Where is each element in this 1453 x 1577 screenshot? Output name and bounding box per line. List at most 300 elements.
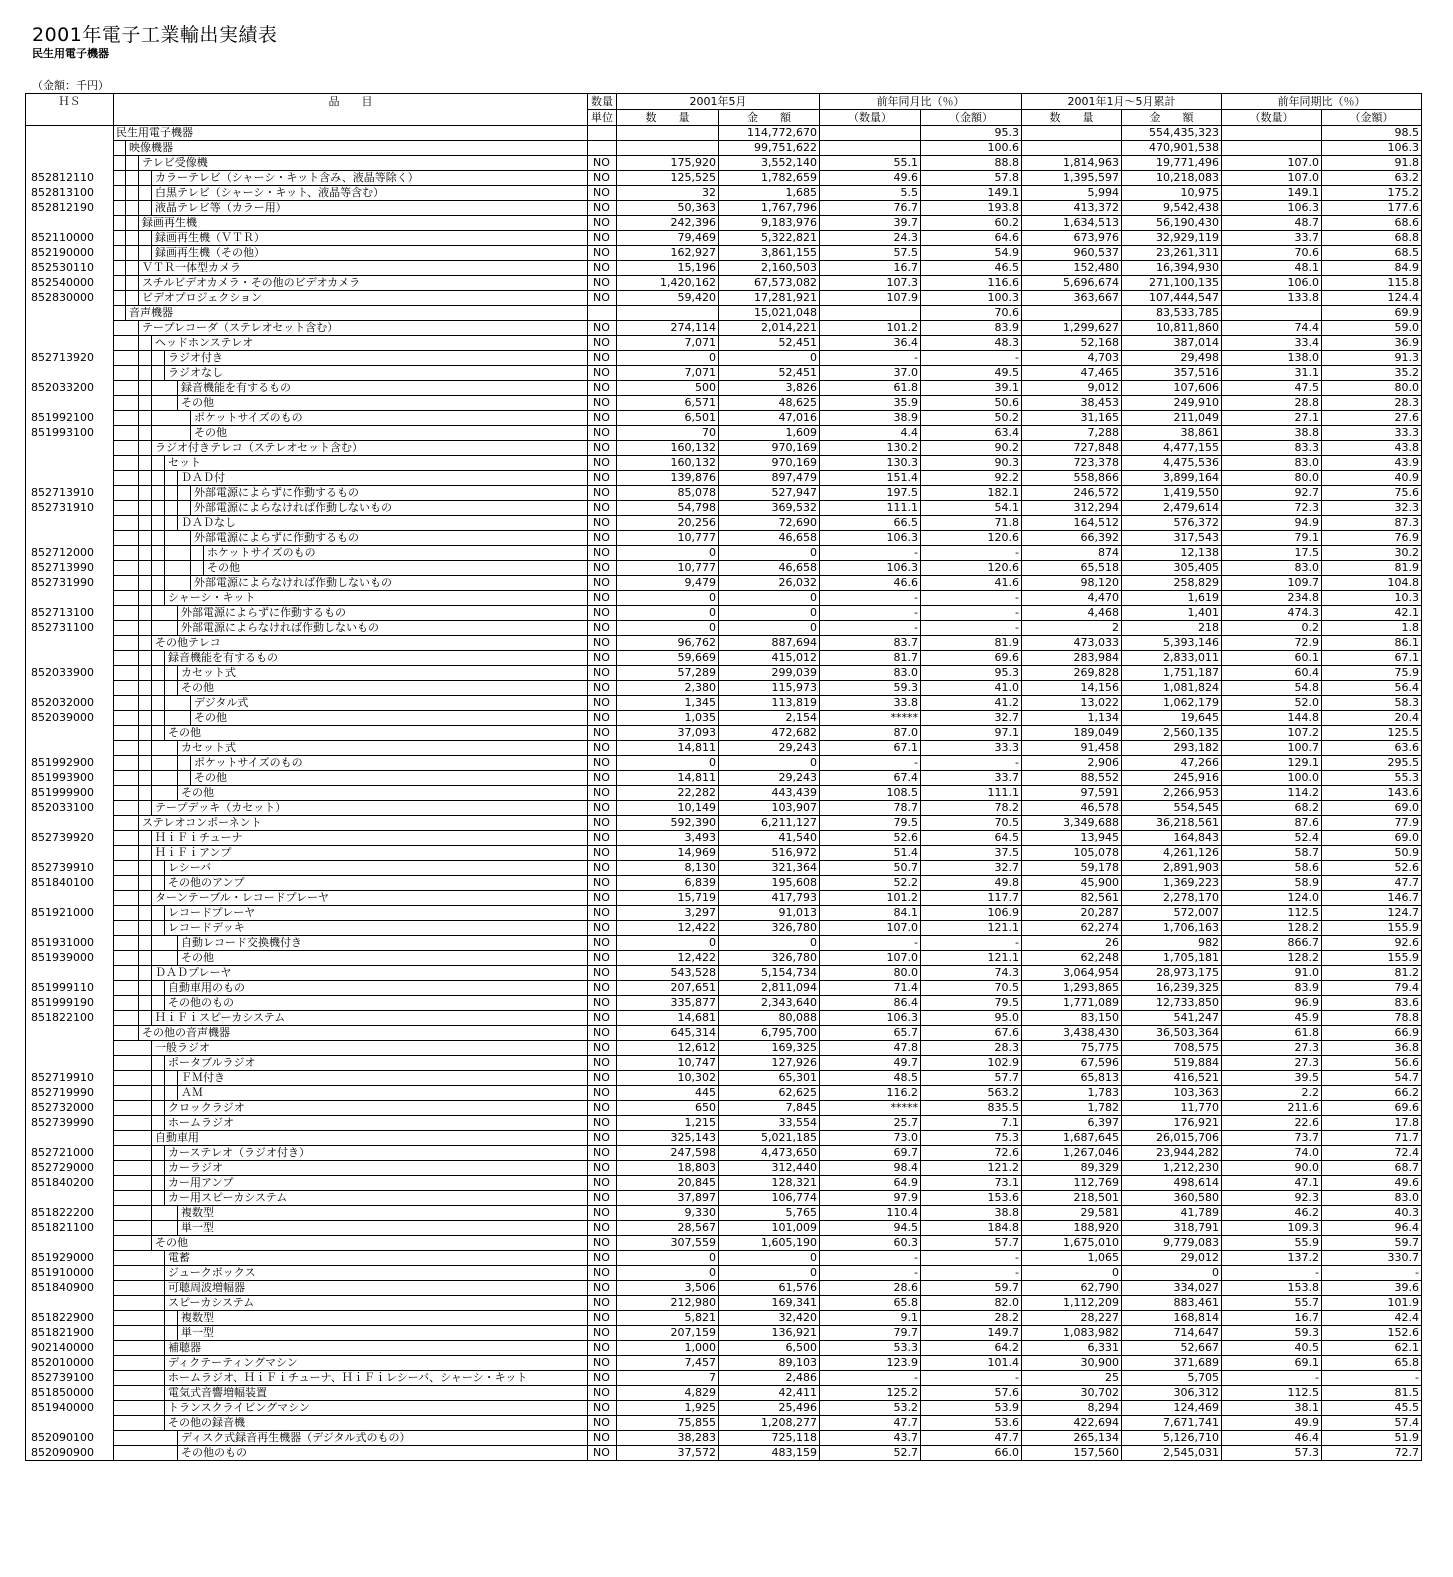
item-label: その他のもの [181, 1446, 247, 1459]
table-row [26, 171, 1422, 186]
unit-cell: NO [588, 366, 617, 381]
cum-amount-cell: 23,944,282 [1122, 1146, 1222, 1161]
qty-pct-cell: 43.7 [820, 1431, 921, 1446]
unit-cell: NO [588, 531, 617, 546]
cum-amount-pct-cell: 75.6 [1322, 486, 1422, 501]
tree-guide [151, 1011, 152, 1026]
table-row [26, 636, 1422, 651]
cum-amount-pct-cell: 69.6 [1322, 1101, 1422, 1116]
hs-code-cell: 852713990 [26, 561, 114, 576]
cum-amount-cell: 16,394,930 [1122, 261, 1222, 276]
amount-pct-cell: - [921, 591, 1022, 606]
tree-guide [177, 516, 178, 531]
qty-cell: 207,159 [617, 1326, 719, 1341]
tree-guide [151, 831, 152, 846]
unit-cell: NO [588, 771, 617, 786]
qty-pct-cell: 79.7 [820, 1326, 921, 1341]
tree-guide [151, 231, 152, 246]
tree-guide [151, 726, 152, 741]
tree-guide [164, 366, 165, 381]
item-cell [114, 576, 588, 591]
cum-qty-pct-cell: 80.0 [1222, 471, 1322, 486]
cum-qty-pct-cell: 60.4 [1222, 666, 1322, 681]
tree-guide [164, 1161, 165, 1176]
tree-guide [164, 1176, 165, 1191]
amount-pct-cell: - [921, 936, 1022, 951]
amount-pct-cell: 835.5 [921, 1101, 1022, 1116]
tree-guide [177, 666, 178, 681]
qty-pct-cell: - [820, 546, 921, 561]
header-cum-qty: 数 量 [1022, 110, 1122, 126]
unit-cell [588, 141, 617, 156]
tree-guide [125, 291, 126, 306]
cum-qty-cell: 105,078 [1022, 846, 1122, 861]
table-row [26, 1236, 1422, 1251]
amount-cell: 5,154,734 [719, 966, 820, 981]
cum-qty-pct-cell: 92.7 [1222, 486, 1322, 501]
cum-qty-cell: 413,372 [1022, 201, 1122, 216]
cum-qty-pct-cell: 22.6 [1222, 1116, 1322, 1131]
unit-cell: NO [588, 1191, 617, 1206]
item-label: カー用アンプ [168, 1176, 234, 1189]
unit-cell: NO [588, 966, 617, 981]
tree-guide [138, 711, 139, 726]
item-cell [114, 591, 588, 606]
cum-qty-cell: 0 [1022, 1266, 1122, 1281]
item-cell [114, 636, 588, 651]
table-row [26, 1131, 1422, 1146]
cum-amount-cell: 2,278,170 [1122, 891, 1222, 906]
tree-guide [177, 756, 178, 771]
item-label: ステレオコンポーネント [142, 816, 262, 829]
cum-amount-cell: 416,521 [1122, 1071, 1222, 1086]
tree-guide [164, 486, 165, 501]
item-label: スピーカシステム [168, 1296, 255, 1309]
tree-guide [190, 531, 191, 546]
cum-qty-pct-cell: 70.6 [1222, 246, 1322, 261]
amount-cell: 0 [719, 351, 820, 366]
item-cell [114, 501, 588, 516]
cum-amount-cell: 371,689 [1122, 1356, 1222, 1371]
cum-qty-pct-cell: 48.1 [1222, 261, 1322, 276]
qty-pct-cell: - [820, 351, 921, 366]
qty-cell: 307,559 [617, 1236, 719, 1251]
unit-cell: NO [588, 471, 617, 486]
qty-cell: 1,925 [617, 1401, 719, 1416]
cum-amount-cell: 245,916 [1122, 771, 1222, 786]
amount-pct-cell: - [921, 606, 1022, 621]
amount-cell: 103,907 [719, 801, 820, 816]
tree-guide [138, 171, 139, 186]
item-label: その他の録音機 [168, 1416, 245, 1429]
qty-pct-cell: 197.5 [820, 486, 921, 501]
table-row [26, 1296, 1422, 1311]
table-row [26, 606, 1422, 621]
header-cumulative-yoy: 前年同期比（％） [1222, 94, 1422, 110]
amount-cell: 5,322,821 [719, 231, 820, 246]
cum-qty-cell: 422,694 [1022, 1416, 1122, 1431]
hs-code-cell: 852739100 [26, 1371, 114, 1386]
cum-qty-pct-cell: 39.5 [1222, 1071, 1322, 1086]
unit-cell: NO [588, 741, 617, 756]
tree-guide [138, 471, 139, 486]
amount-cell: 1,782,659 [719, 171, 820, 186]
item-cell [114, 531, 588, 546]
item-label: 映像機器 [129, 141, 173, 154]
table-row [26, 531, 1422, 546]
qty-cell: 445 [617, 1086, 719, 1101]
hs-code-cell: 852713100 [26, 606, 114, 621]
unit-cell: NO [588, 201, 617, 216]
tree-guide [177, 951, 178, 966]
tree-guide [151, 651, 152, 666]
hs-code-cell: 851840900 [26, 1281, 114, 1296]
tree-guide [138, 1011, 139, 1026]
hs-code-cell [26, 1041, 114, 1056]
item-cell [114, 726, 588, 741]
tree-guide [151, 966, 152, 981]
item-cell [114, 381, 588, 396]
amount-cell: 52,451 [719, 336, 820, 351]
cum-qty-cell: 265,134 [1022, 1431, 1122, 1446]
hs-code-cell [26, 1416, 114, 1431]
amount-pct-cell: 88.8 [921, 156, 1022, 171]
qty-pct-cell: 106.3 [820, 531, 921, 546]
cum-amount-pct-cell: - [1322, 1371, 1422, 1386]
hs-code-cell: 852739990 [26, 1116, 114, 1131]
table-row [26, 831, 1422, 846]
unit-cell: NO [588, 1176, 617, 1191]
tree-guide [151, 786, 152, 801]
cum-qty-cell: 6,331 [1022, 1341, 1122, 1356]
unit-cell: NO [588, 1251, 617, 1266]
table-row [26, 1206, 1422, 1221]
table-row [26, 996, 1422, 1011]
amount-cell: 80,088 [719, 1011, 820, 1026]
tree-guide [190, 756, 191, 771]
cum-amount-cell: 1,751,187 [1122, 666, 1222, 681]
amount-cell: 1,208,277 [719, 1416, 820, 1431]
tree-guide [151, 891, 152, 906]
amount-pct-cell: - [921, 546, 1022, 561]
amount-pct-cell: 49.5 [921, 366, 1022, 381]
item-label: その他のアンプ [168, 876, 245, 889]
tree-guide [138, 906, 139, 921]
amount-pct-cell: 116.6 [921, 276, 1022, 291]
tree-guide [164, 1101, 165, 1116]
amount-cell: 0 [719, 1266, 820, 1281]
cum-qty-cell: 26 [1022, 936, 1122, 951]
table-row [26, 276, 1422, 291]
cum-qty-cell: 30,900 [1022, 1356, 1122, 1371]
cum-qty-pct-cell: 74.0 [1222, 1146, 1322, 1161]
qty-cell: 50,363 [617, 201, 719, 216]
amount-pct-cell: 64.6 [921, 231, 1022, 246]
amount-pct-cell: 182.1 [921, 486, 1022, 501]
qty-cell [617, 306, 719, 321]
item-cell [114, 156, 588, 171]
cum-qty-pct-cell: 60.1 [1222, 651, 1322, 666]
table-row [26, 1041, 1422, 1056]
unit-cell: NO [588, 576, 617, 591]
cum-qty-pct-cell [1222, 126, 1322, 141]
cum-qty-cell: 1,267,046 [1022, 1146, 1122, 1161]
amount-cell: 17,281,921 [719, 291, 820, 306]
item-label: その他 [181, 681, 214, 694]
tree-guide [151, 996, 152, 1011]
amount-pct-cell: 50.2 [921, 411, 1022, 426]
cum-qty-cell: 246,572 [1022, 486, 1122, 501]
table-row [26, 231, 1422, 246]
table-row [26, 1026, 1422, 1041]
qty-pct-cell: 101.2 [820, 321, 921, 336]
cum-qty-pct-cell: 47.1 [1222, 1176, 1322, 1191]
item-cell [114, 471, 588, 486]
amount-pct-cell: 106.9 [921, 906, 1022, 921]
qty-cell: 32 [617, 186, 719, 201]
cum-qty-cell: 188,920 [1022, 1221, 1122, 1236]
item-cell [114, 786, 588, 801]
unit-cell: NO [588, 591, 617, 606]
amount-cell: 46,658 [719, 531, 820, 546]
hs-code-cell: 851822900 [26, 1311, 114, 1326]
amount-cell: 2,154 [719, 711, 820, 726]
hs-code-cell [26, 396, 114, 411]
item-label: ＶＴＲ一体型カメラ [142, 261, 241, 274]
table-row [26, 726, 1422, 741]
tree-guide [151, 381, 152, 396]
amount-pct-cell: 32.7 [921, 711, 1022, 726]
item-label: 外部電源によらなければ作動しないもの [181, 621, 379, 634]
tree-guide [138, 996, 139, 1011]
item-label: ＨｉＦｉチューナ [155, 831, 243, 844]
cum-amount-pct-cell: 68.7 [1322, 1161, 1422, 1176]
cum-qty-pct-cell: 83.0 [1222, 561, 1322, 576]
cum-qty-cell: 1,065 [1022, 1251, 1122, 1266]
item-label: その他の音声機器 [142, 1026, 230, 1039]
tree-guide [164, 1356, 165, 1371]
qty-pct-cell: 106.3 [820, 561, 921, 576]
cum-qty-cell: 8,294 [1022, 1401, 1122, 1416]
hs-code-cell [26, 1296, 114, 1311]
item-cell [114, 921, 588, 936]
unit-cell: NO [588, 666, 617, 681]
tree-guide [138, 1026, 139, 1041]
item-label: レシーバ [168, 861, 212, 874]
tree-guide [177, 741, 178, 756]
hs-code-cell: 851931000 [26, 936, 114, 951]
cum-amount-cell: 0 [1122, 1266, 1222, 1281]
item-cell [114, 621, 588, 636]
qty-pct-cell: 65.8 [820, 1296, 921, 1311]
qty-cell: 6,571 [617, 396, 719, 411]
table-row [26, 141, 1422, 156]
cum-amount-cell: 293,182 [1122, 741, 1222, 756]
tree-guide [164, 1416, 165, 1431]
unit-cell: NO [588, 1431, 617, 1446]
item-label: 録画再生機（ＶＴＲ） [155, 231, 265, 244]
item-cell [114, 456, 588, 471]
item-cell [114, 276, 588, 291]
item-cell [114, 1446, 588, 1461]
cum-amount-pct-cell: 32.3 [1322, 501, 1422, 516]
cum-qty-pct-cell: 133.8 [1222, 291, 1322, 306]
table-row [26, 621, 1422, 636]
tree-guide [151, 516, 152, 531]
unit-cell: NO [588, 1206, 617, 1221]
cum-amount-cell: 357,516 [1122, 366, 1222, 381]
cum-amount-cell: 12,733,850 [1122, 996, 1222, 1011]
table-row [26, 921, 1422, 936]
table-row [26, 1311, 1422, 1326]
cum-amount-cell: 36,503,364 [1122, 1026, 1222, 1041]
cum-qty-pct-cell: 79.1 [1222, 531, 1322, 546]
item-label: 自動車用 [155, 1131, 199, 1144]
item-label: ＤＡＤプレーヤ [155, 966, 232, 979]
table-row [26, 1371, 1422, 1386]
cum-amount-cell: 23,261,311 [1122, 246, 1222, 261]
cum-amount-cell: 4,475,536 [1122, 456, 1222, 471]
qty-pct-cell: 87.0 [820, 726, 921, 741]
cum-qty-cell: 2 [1022, 621, 1122, 636]
qty-pct-cell: 46.6 [820, 576, 921, 591]
cum-qty-pct-cell: 46.2 [1222, 1206, 1322, 1221]
amount-pct-cell: 101.4 [921, 1356, 1022, 1371]
item-label: 外部電源によらずに作動するもの [194, 486, 359, 499]
table-row [26, 1266, 1422, 1281]
tree-guide [138, 861, 139, 876]
cum-qty-pct-cell: 49.9 [1222, 1416, 1322, 1431]
qty-cell: 1,035 [617, 711, 719, 726]
tree-guide [164, 1071, 165, 1086]
table-row [26, 321, 1422, 336]
item-label: レコードデッキ [168, 921, 245, 934]
cum-amount-pct-cell: 55.3 [1322, 771, 1422, 786]
item-cell [114, 1356, 588, 1371]
unit-cell: NO [588, 1236, 617, 1251]
tree-guide [164, 1401, 165, 1416]
tree-guide [151, 846, 152, 861]
amount-cell: 9,183,976 [719, 216, 820, 231]
hs-code-cell: 852010000 [26, 1356, 114, 1371]
tree-guide [125, 246, 126, 261]
item-cell [114, 1431, 588, 1446]
tree-guide [138, 696, 139, 711]
item-cell [114, 396, 588, 411]
cum-amount-cell: 176,921 [1122, 1116, 1222, 1131]
unit-cell: NO [588, 1011, 617, 1026]
qty-pct-cell: 64.9 [820, 1176, 921, 1191]
qty-cell: 10,149 [617, 801, 719, 816]
hs-code-cell: 852731990 [26, 576, 114, 591]
tree-guide [164, 501, 165, 516]
cum-qty-cell: 157,560 [1022, 1446, 1122, 1461]
unit-cell: NO [588, 486, 617, 501]
item-cell [114, 1251, 588, 1266]
table-header [26, 94, 1422, 126]
unit-cell [588, 126, 617, 141]
qty-cell: 5,821 [617, 1311, 719, 1326]
table-row [26, 1191, 1422, 1206]
amount-pct-cell: 7.1 [921, 1116, 1022, 1131]
amount-cell: 3,826 [719, 381, 820, 396]
tree-guide [138, 396, 139, 411]
item-cell [114, 1296, 588, 1311]
table-row [26, 936, 1422, 951]
item-label: カーラジオ [168, 1161, 223, 1174]
tree-guide [177, 771, 178, 786]
hs-code-cell: 852732000 [26, 1101, 114, 1116]
amount-pct-cell: 41.2 [921, 696, 1022, 711]
tree-guide [190, 486, 191, 501]
amount-cell: 1,767,796 [719, 201, 820, 216]
amount-pct-cell: 41.0 [921, 681, 1022, 696]
cum-qty-cell: 312,294 [1022, 501, 1122, 516]
hs-code-cell [26, 321, 114, 336]
unit-cell: NO [588, 156, 617, 171]
cum-qty-cell: 65,813 [1022, 1071, 1122, 1086]
hs-code-cell [26, 921, 114, 936]
cum-qty-cell: 218,501 [1022, 1191, 1122, 1206]
hs-code-cell: 852719910 [26, 1071, 114, 1086]
amount-pct-cell: 59.7 [921, 1281, 1022, 1296]
table-row [26, 711, 1422, 726]
item-cell [114, 321, 588, 336]
tree-guide [203, 561, 204, 576]
cum-amount-cell: 9,542,438 [1122, 201, 1222, 216]
tree-guide [177, 621, 178, 636]
item-label: 録音機能を有するもの [168, 651, 278, 664]
cum-qty-pct-cell: 68.2 [1222, 801, 1322, 816]
hs-code-cell: 852033200 [26, 381, 114, 396]
table-row [26, 291, 1422, 306]
cum-amount-pct-cell: 67.1 [1322, 651, 1422, 666]
item-label: 複数型 [181, 1206, 214, 1219]
page-subtitle: 民生用電子機器 [32, 47, 109, 60]
amount-cell: 115,973 [719, 681, 820, 696]
cum-qty-pct-cell: 234.8 [1222, 591, 1322, 606]
hs-code-cell: 851921000 [26, 906, 114, 921]
hs-code-cell: 851993100 [26, 426, 114, 441]
tree-guide [151, 681, 152, 696]
amount-pct-cell: 67.6 [921, 1026, 1022, 1041]
qty-cell: 3,506 [617, 1281, 719, 1296]
amount-pct-cell: - [921, 621, 1022, 636]
cum-qty-pct-cell: 94.9 [1222, 516, 1322, 531]
cum-amount-cell: 26,015,706 [1122, 1131, 1222, 1146]
table-row [26, 651, 1422, 666]
cum-amount-cell: 4,261,126 [1122, 846, 1222, 861]
unit-cell: NO [588, 396, 617, 411]
cum-qty-pct-cell: 866.7 [1222, 936, 1322, 951]
cum-qty-cell: 31,165 [1022, 411, 1122, 426]
tree-guide [138, 261, 139, 276]
table-row [26, 201, 1422, 216]
tree-guide [164, 1056, 165, 1071]
cum-amount-pct-cell: 35.2 [1322, 366, 1422, 381]
item-label: ターンテーブル・レコードプレーヤ [155, 891, 330, 904]
cum-amount-cell: 305,405 [1122, 561, 1222, 576]
tree-guide [151, 636, 152, 651]
hs-code-cell: 852713920 [26, 351, 114, 366]
cum-qty-pct-cell: 61.8 [1222, 1026, 1322, 1041]
cum-qty-pct-cell: 55.7 [1222, 1296, 1322, 1311]
qty-cell: 543,528 [617, 966, 719, 981]
cum-qty-pct-cell: 38.1 [1222, 1401, 1322, 1416]
item-label: テープレコーダ（ステレオセット含む） [142, 321, 339, 334]
cum-amount-pct-cell: 57.4 [1322, 1416, 1422, 1431]
item-label: その他 [155, 1236, 188, 1249]
